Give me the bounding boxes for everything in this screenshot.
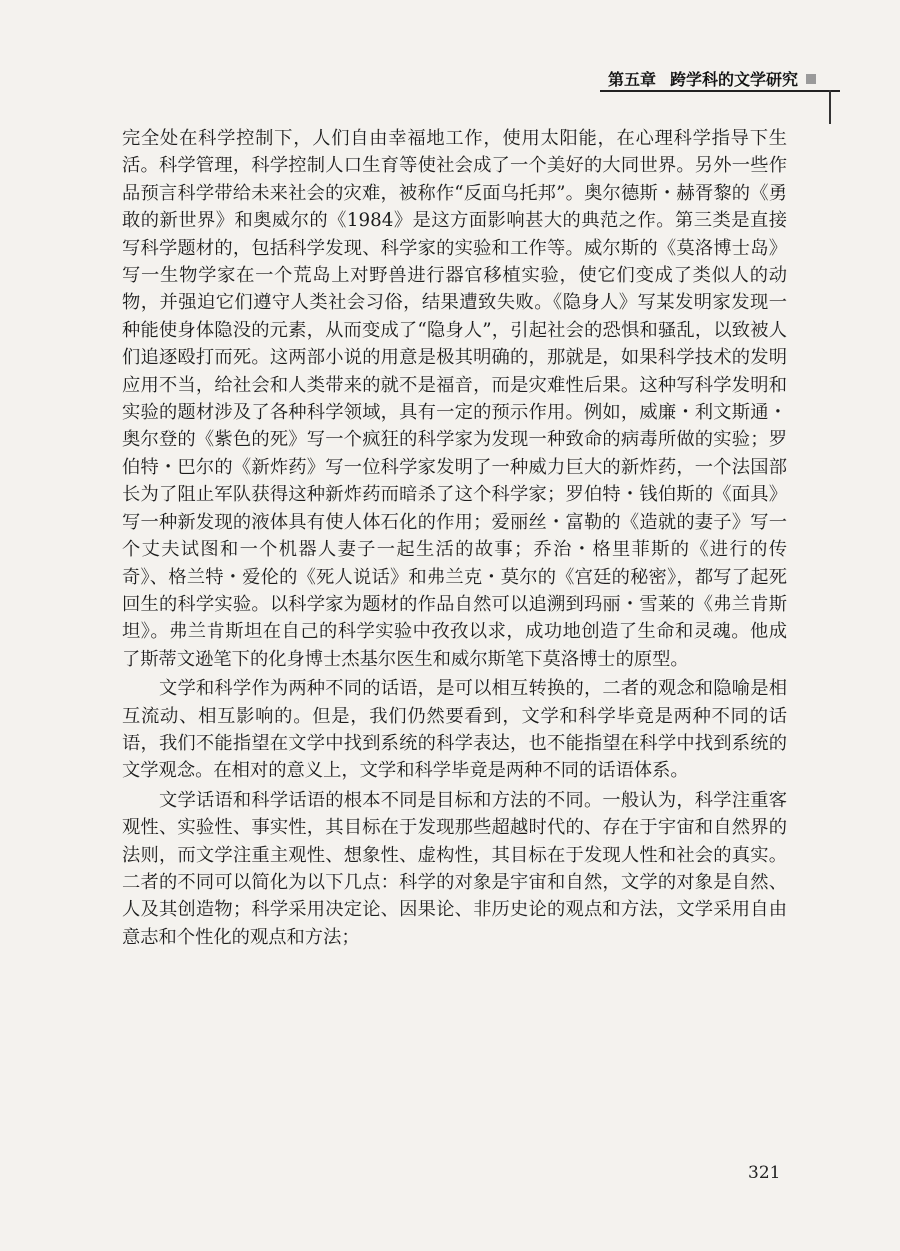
page-number: 321 [748,1163,781,1183]
header-chapter: 第五章 [608,70,657,89]
paragraph: 文学话语和科学话语的根本不同是目标和方法的不同。一般认为，科学注重客观性、实验性、事实性，其目标在于发现那些超越时代的、存在于宇宙和自然界的法则，而文学注重主观性、想象性、虚构性，其目标在于发现人性和社会的真实。二者的不同可以简化为以下几点：科学的对象是宇宙和自然，文学的对象是自然、人及其创造物；科学采用决定论、因果论、非历史论的观点和方法，文学采用自由意志和个性化的观点和方法； [122,789,787,948]
running-header [600,64,840,90]
header-title: 跨学科的文学研究 [670,70,799,89]
header-rule [600,90,840,92]
body-text [122,125,787,951]
header-square-ornament [806,74,816,84]
paragraph-continued: 完全处在科学控制下，人们自由幸福地工作，使用太阳能，在心理科学指导下生活。科学管理，科学控制人口生育等使社会成了一个美好的大同世界。另外一些作品预言科学带给未来社会的灾难，被称作“反面乌托邦”。奥尔德斯・赫胥黎的《勇敢的新世界》和奥威尔的《1984》是这方面影响甚大的典范之作。第三类是直接写科学题材的，包括科学发现、科学家的实验和工作等。威尔斯的《莫洛博士岛》写一生物学家在一个荒岛上对野兽进行器官移植实验，使它们变成了类似人的动物，并强迫它们遵守人类社会习俗，结果遭致失败。《隐身人》写某发明家发现一种能使身体隐没的元素，从而变成了“隐身人”，引起社会的恐惧和骚乱，以致被人们追逐殴打而死。这两部小说的用意是极其明确的，那就是，如果科学技术的发明应用不当，给社会和人类带来的就不是福音，而是灾难性后果。这种写科学发明和实验的题材涉及了各种科学领域，具有一定的预示作用。例如，威廉・利文斯通・奥尔登的《紫色的死》写一个疯狂的科学家为发现一种致命的病毒所做的实验；罗伯特・巴尔的《新炸药》写一位科学家发明了一种威力巨大的新炸药，一个法国部长为了阻止军队获得这种新炸药而暗杀了这个科学家；罗伯特・钱伯斯的《面具》写一种新发现的液体具有使人体石化的作用；爱丽丝・富勒的《造就的妻子》写一个丈夫试图和一个机器人妻子一起生活的故事；乔治・格里菲斯的《进行的传奇》、格兰特・爱伦的《死人说话》和弗兰克・莫尔的《宫廷的秘密》，都写了起死回生的科学实验。以科学家为题材的作品自然可以追溯到玛丽・雪莱的《弗兰肯斯坦》。弗兰肯斯坦在自己的科学实验中孜孜以求，成功地创造了生命和灵魂。他成了斯蒂文逊笔下的化身博士杰基尔医生和威尔斯笔下莫洛博士的原型。 [122,128,787,670]
header-vertical-rule [829,90,831,124]
paragraph: 文学和科学作为两种不同的话语，是可以相互转换的，二者的观念和隐喻是相互流动、相互影响的。但是，我们仍然要看到，文学和科学毕竟是两种不同的话语，我们不能指望在文学中找到系统的科学表达，也不能指望在科学中找到系统的文学观念。在相对的意义上，文学和科学毕竟是两种不同的话语体系。 [122,678,787,782]
header-text [608,67,798,90]
